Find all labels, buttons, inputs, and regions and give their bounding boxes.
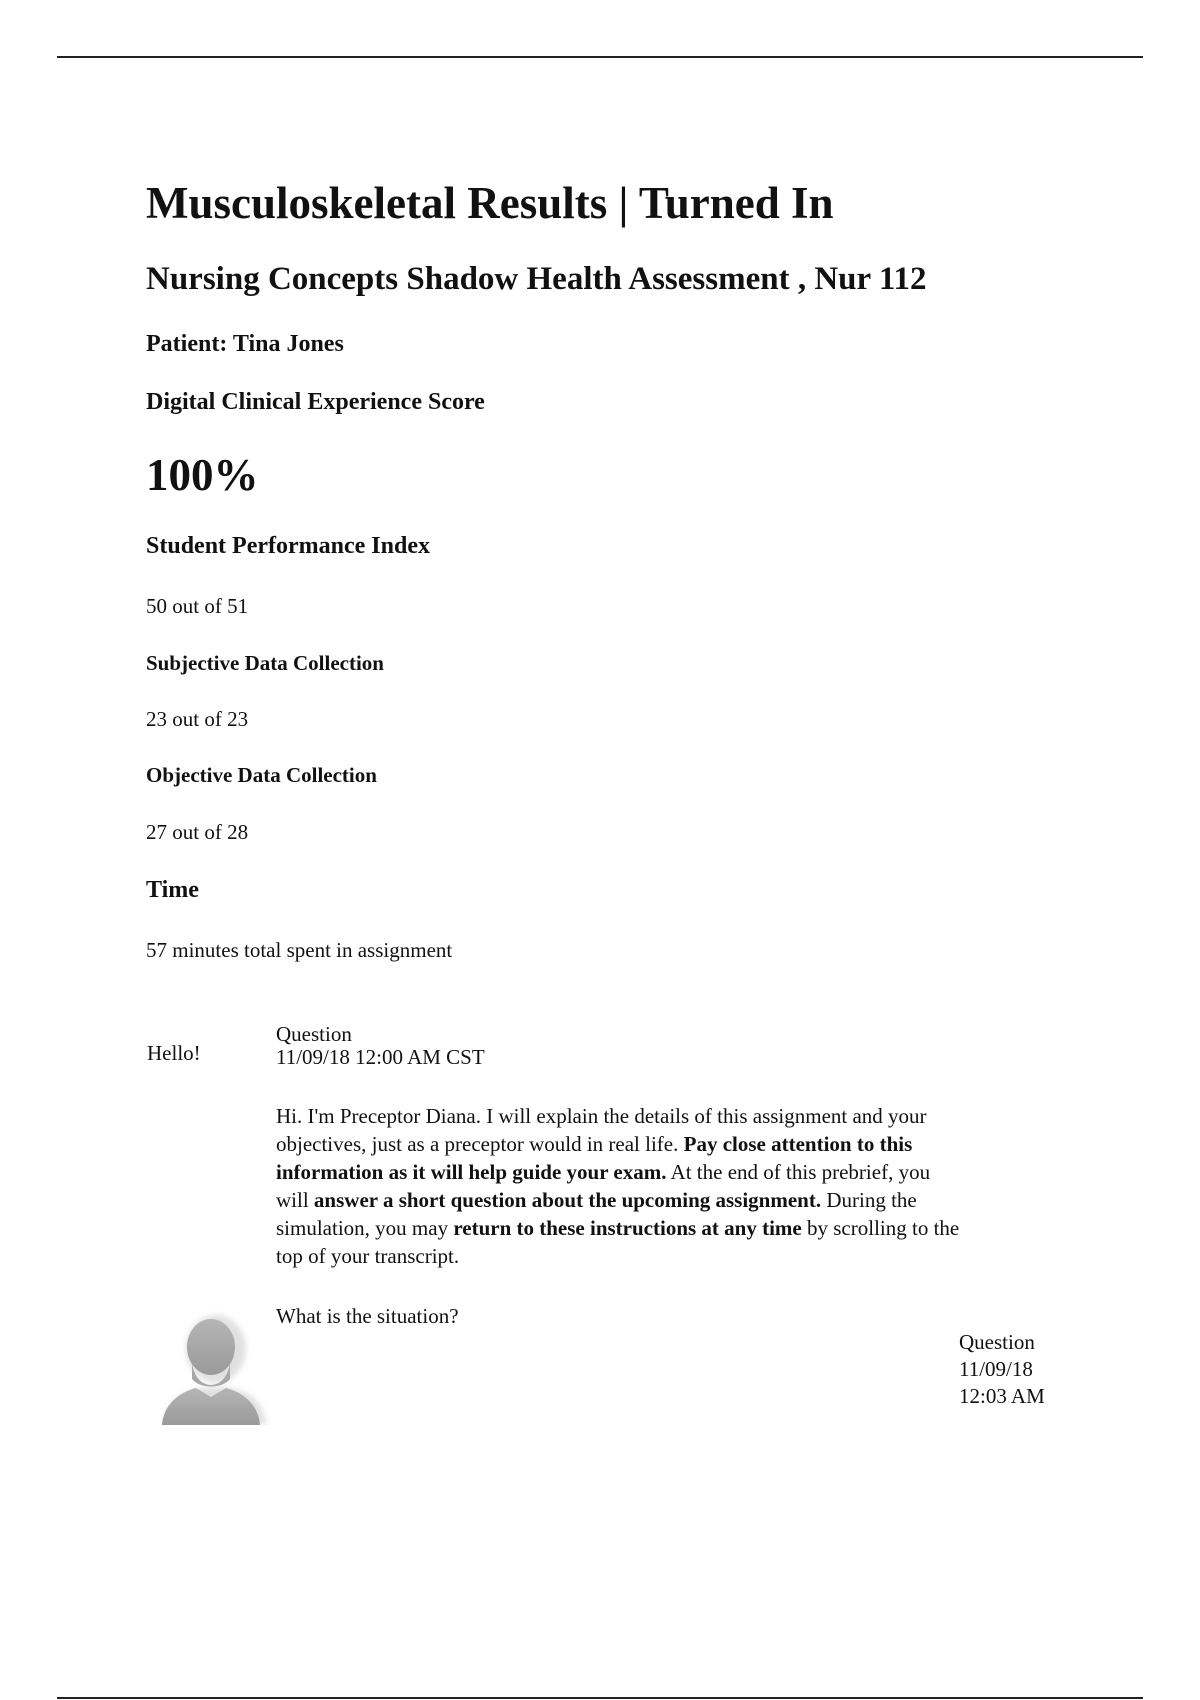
message-emphasis: Pay close attention to this information as it will help guide your exam. xyxy=(276,1132,913,1184)
performance-label: Student Performance Index xyxy=(146,533,430,559)
top-rule xyxy=(57,56,1143,58)
time-label: Time xyxy=(146,877,199,903)
message-text: At the end of this prebrief, you will xyxy=(276,1160,931,1212)
message-emphasis: return to these instructions at any time xyxy=(453,1216,802,1240)
objective-label: Objective Data Collection xyxy=(146,763,377,787)
objective-value: 27 out of 28 xyxy=(146,820,249,844)
time-value: 57 minutes total spent in assignment xyxy=(146,938,453,962)
score-value: 100% xyxy=(146,450,259,500)
situation-prompt: What is the situation? xyxy=(276,1304,459,1328)
patient-name: Patient: Tina Jones xyxy=(146,331,344,357)
greeting-text: Hello! xyxy=(147,1041,201,1065)
message-text: by scrolling to the top of your transcript. xyxy=(276,1216,960,1268)
preceptor-message xyxy=(276,1102,966,1270)
question-time: 12:03 AM xyxy=(959,1384,1045,1408)
performance-value: 50 out of 51 xyxy=(146,594,249,618)
score-label: Digital Clinical Experience Score xyxy=(146,389,485,415)
page-title: Musculoskeletal Results | Turned In xyxy=(146,178,834,228)
message-text: Hi. I'm Preceptor Diana. I will explain the details of this assignment and your objectives, just as a preceptor would in real life. xyxy=(276,1104,927,1156)
bottom-rule xyxy=(57,1697,1143,1699)
question-label: Question xyxy=(959,1330,1035,1354)
person-silhouette-icon xyxy=(150,1305,270,1425)
question-timestamp: 11/09/18 12:00 AM CST xyxy=(276,1045,485,1069)
subjective-label: Subjective Data Collection xyxy=(146,651,384,675)
message-text: During the simulation, you may xyxy=(276,1188,917,1240)
question-label: Question xyxy=(276,1022,352,1046)
course-subtitle: Nursing Concepts Shadow Health Assessment , Nur 112 xyxy=(146,261,927,297)
question-meta xyxy=(959,1329,1045,1410)
question-date: 11/09/18 xyxy=(959,1357,1033,1381)
message-emphasis: answer a short question about the upcoming assignment. xyxy=(313,1188,822,1212)
subjective-value: 23 out of 23 xyxy=(146,707,249,731)
